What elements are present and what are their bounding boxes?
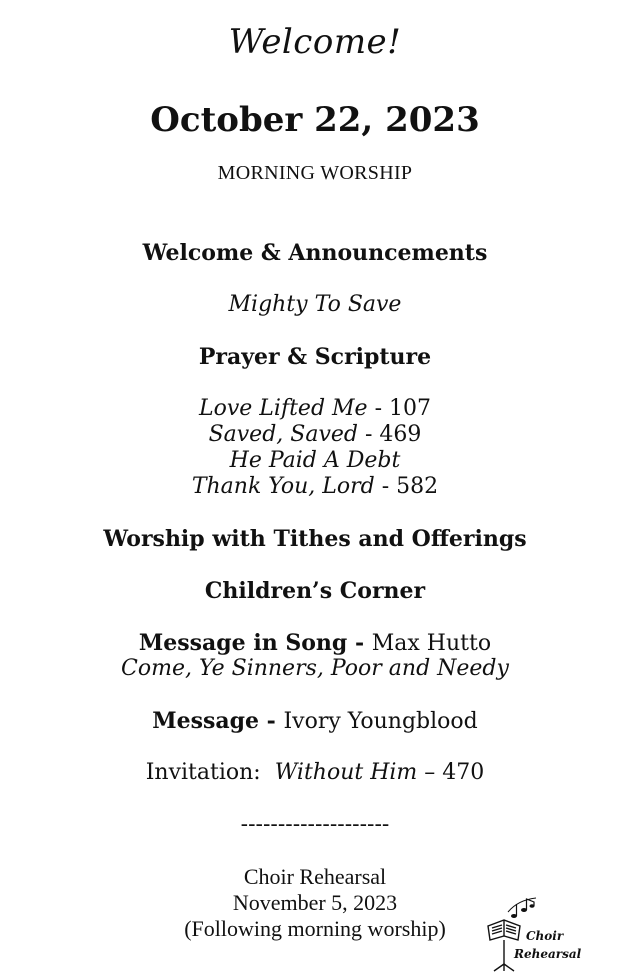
- invitation-sep: –: [417, 760, 443, 785]
- clipart-text-choir: Choir: [526, 929, 564, 943]
- invitation: [0, 760, 630, 785]
- childrens-corner: Children’s Corner: [204, 578, 426, 604]
- message-person: Ivory Youngblood: [283, 709, 478, 734]
- service-name: MORNING WORSHIP: [217, 162, 413, 184]
- hymn-title: Thank You, Lord: [191, 474, 375, 499]
- service-date: October 22, 2023: [150, 100, 480, 140]
- choir-rehearsal-note: (Following morning worship): [184, 916, 446, 941]
- message-in-song-person: Max Hutto: [371, 631, 492, 656]
- hymn-number: 582: [396, 474, 439, 499]
- hymn-title: He Paid A Debt: [229, 448, 401, 473]
- hymn-sep: -: [374, 474, 397, 499]
- hymn-line: [0, 448, 630, 473]
- hymn-title: Saved, Saved: [208, 422, 358, 447]
- song-mighty-to-save: Mighty To Save: [228, 292, 402, 317]
- hymn-number: 469: [379, 422, 422, 447]
- prayer-scripture: Prayer & Scripture: [198, 344, 432, 370]
- message-song-title: Come, Ye Sinners, Poor and Needy: [121, 656, 509, 681]
- choir-rehearsal-date: November 5, 2023: [232, 890, 398, 915]
- message-in-song-label: Message in Song -: [138, 630, 372, 656]
- hymn-line: [0, 396, 630, 421]
- invitation-number: 470: [442, 760, 485, 785]
- hymn-title: Love Lifted Me: [199, 396, 368, 421]
- message-label: Message -: [152, 708, 284, 734]
- choir-rehearsal-clipart-icon: [484, 896, 604, 972]
- welcome-announcements: Welcome & Announcements: [142, 240, 488, 266]
- hymn-line: [0, 422, 630, 447]
- tithes-offerings: Worship with Tithes and Offerings: [103, 526, 527, 552]
- choir-rehearsal-title: Choir Rehearsal: [243, 864, 387, 889]
- welcome-heading: Welcome!: [228, 22, 402, 62]
- hymn-sep: -: [367, 396, 389, 421]
- hymn-line: [0, 474, 630, 499]
- invitation-label: Invitation:: [145, 760, 275, 785]
- invitation-title: Without Him: [274, 760, 418, 785]
- hymn-sep: -: [358, 422, 380, 447]
- message-in-song: [0, 630, 630, 656]
- divider: --------------------: [240, 812, 390, 837]
- hymn-number: 107: [389, 396, 431, 421]
- message: [0, 708, 630, 734]
- clipart-text-rehearsal: Rehearsal: [514, 947, 582, 961]
